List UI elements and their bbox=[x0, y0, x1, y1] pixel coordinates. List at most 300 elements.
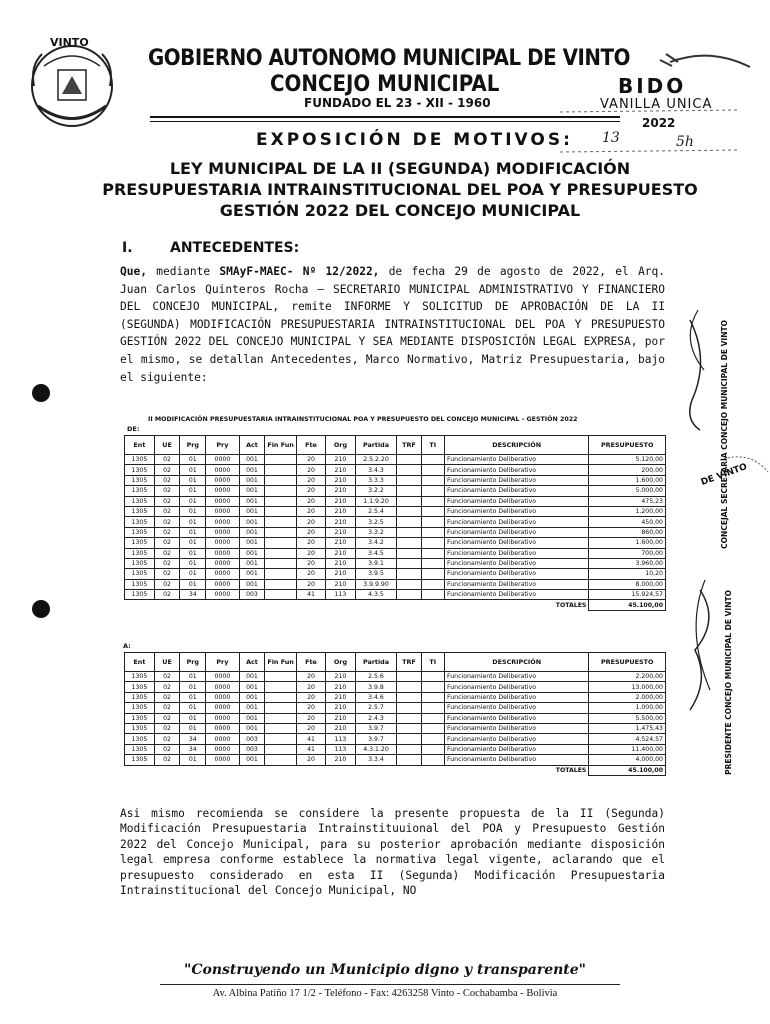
table-de-label: DE: bbox=[127, 425, 140, 433]
table-cell: 20 bbox=[296, 506, 325, 516]
table-cell: 2.5.7 bbox=[355, 703, 397, 713]
budget-table-de bbox=[124, 435, 666, 611]
table-cell bbox=[397, 486, 421, 496]
table-cell: Funcionamiento Deliberativo bbox=[445, 734, 589, 744]
table-cell: 0000 bbox=[206, 744, 239, 754]
table-cell: 001 bbox=[239, 527, 265, 537]
paragraph-antecedentes bbox=[120, 263, 665, 386]
table-cell: 01 bbox=[180, 548, 206, 558]
budget-table-a bbox=[124, 652, 666, 776]
table-cell: 20 bbox=[296, 703, 325, 713]
table-cell: 1305 bbox=[125, 527, 155, 537]
table-cell: 2.200,00 bbox=[589, 672, 666, 682]
totals-value: 45.100,00 bbox=[589, 765, 666, 775]
column-header: Prg bbox=[180, 436, 206, 455]
table-cell: 001 bbox=[239, 506, 265, 516]
table-cell: 02 bbox=[154, 548, 180, 558]
table-cell: Funcionamiento Deliberativo bbox=[445, 569, 589, 579]
table-cell: 02 bbox=[154, 579, 180, 589]
table-cell: 001 bbox=[239, 475, 265, 485]
table-cell: 210 bbox=[326, 569, 356, 579]
table-cell: 0000 bbox=[206, 723, 239, 733]
table-row bbox=[125, 538, 666, 548]
table-cell bbox=[397, 703, 421, 713]
table-cell: 0000 bbox=[206, 590, 239, 600]
table-cell: 1.000,00 bbox=[589, 703, 666, 713]
table-cell: 02 bbox=[154, 755, 180, 765]
table-cell bbox=[421, 755, 444, 765]
table-cell: Funcionamiento Deliberativo bbox=[445, 538, 589, 548]
bullet-dot bbox=[32, 384, 50, 402]
table-cell: Funcionamiento Deliberativo bbox=[445, 558, 589, 568]
footer-rule bbox=[160, 984, 620, 985]
table-cell bbox=[397, 496, 421, 506]
table-cell bbox=[265, 455, 296, 465]
table-cell bbox=[397, 744, 421, 754]
table-cell bbox=[421, 558, 444, 568]
table-cell: 1305 bbox=[125, 548, 155, 558]
column-header: Fin Fun bbox=[265, 653, 296, 672]
table-cell: 210 bbox=[326, 465, 356, 475]
table-cell bbox=[265, 558, 296, 568]
table-cell: 210 bbox=[326, 755, 356, 765]
table-cell: 1.600,00 bbox=[589, 475, 666, 485]
table-cell: 001 bbox=[239, 486, 265, 496]
table-cell: 1305 bbox=[125, 538, 155, 548]
table-cell: 0000 bbox=[206, 475, 239, 485]
table-cell bbox=[265, 723, 296, 733]
table-cell: 41 bbox=[296, 744, 325, 754]
table-cell bbox=[421, 527, 444, 537]
table-cell bbox=[421, 538, 444, 548]
table-title: II MODIFICACIÓN PRESUPUESTARIA INTRAINSTITUCIONAL POA Y PRESUPUESTO DEL CONCEJO MUNICIPAL - GESTIÓN 2022 bbox=[148, 416, 578, 423]
table-cell: 3.4.2 bbox=[355, 538, 397, 548]
table-cell: 20 bbox=[296, 579, 325, 589]
table-cell: 01 bbox=[180, 465, 206, 475]
table-cell: 20 bbox=[296, 465, 325, 475]
table-cell bbox=[421, 723, 444, 733]
table-cell: Funcionamiento Deliberativo bbox=[445, 590, 589, 600]
table-row bbox=[125, 682, 666, 692]
table-row bbox=[125, 527, 666, 537]
table-cell bbox=[421, 455, 444, 465]
table-header-row bbox=[125, 653, 666, 672]
table-cell: 1.1.9.20 bbox=[355, 496, 397, 506]
table-cell: Funcionamiento Deliberativo bbox=[445, 527, 589, 537]
table-cell: 13.000,00 bbox=[589, 682, 666, 692]
table-cell: 0000 bbox=[206, 517, 239, 527]
column-header: UE bbox=[154, 653, 180, 672]
table-cell: Funcionamiento Deliberativo bbox=[445, 692, 589, 702]
table-cell: 02 bbox=[154, 692, 180, 702]
table-cell: 3.9.7 bbox=[355, 734, 397, 744]
table-cell: 001 bbox=[239, 682, 265, 692]
table-cell bbox=[421, 517, 444, 527]
table-cell: 01 bbox=[180, 682, 206, 692]
table-cell: Funcionamiento Deliberativo bbox=[445, 496, 589, 506]
column-header: Fte bbox=[296, 436, 325, 455]
table-cell: 20 bbox=[296, 517, 325, 527]
table-cell: 0000 bbox=[206, 548, 239, 558]
table-header-row bbox=[125, 436, 666, 455]
table-cell: 3.9.9.90 bbox=[355, 579, 397, 589]
table-cell: 001 bbox=[239, 496, 265, 506]
table-row bbox=[125, 517, 666, 527]
table-cell: 02 bbox=[154, 744, 180, 754]
table-cell: 210 bbox=[326, 723, 356, 733]
table-row bbox=[125, 579, 666, 589]
table-row bbox=[125, 506, 666, 516]
table-cell: 1.475,43 bbox=[589, 723, 666, 733]
table-cell: 1305 bbox=[125, 713, 155, 723]
table-cell bbox=[421, 672, 444, 682]
table-cell bbox=[421, 682, 444, 692]
table-cell: 01 bbox=[180, 672, 206, 682]
municipal-logo bbox=[24, 36, 120, 132]
table-cell: 3.3.2 bbox=[355, 527, 397, 537]
table-cell: 02 bbox=[154, 538, 180, 548]
received-word: BIDO bbox=[618, 74, 687, 98]
table-cell: 1305 bbox=[125, 755, 155, 765]
table-cell: 001 bbox=[239, 548, 265, 558]
table-cell: 4.524,57 bbox=[589, 734, 666, 744]
table-row bbox=[125, 486, 666, 496]
column-header: Org bbox=[326, 653, 356, 672]
table-row bbox=[125, 755, 666, 765]
table-cell bbox=[397, 734, 421, 744]
column-header: Partida bbox=[355, 653, 397, 672]
column-header: Ent bbox=[125, 436, 155, 455]
table-cell bbox=[397, 590, 421, 600]
table-cell bbox=[397, 506, 421, 516]
table-cell bbox=[421, 713, 444, 723]
table-cell: 02 bbox=[154, 475, 180, 485]
table-cell bbox=[265, 486, 296, 496]
table-cell: 001 bbox=[239, 465, 265, 475]
table-cell: 02 bbox=[154, 672, 180, 682]
totals-label: TOTALES bbox=[555, 601, 587, 609]
table-cell: 02 bbox=[154, 723, 180, 733]
column-header: DESCRIPCIÓN bbox=[445, 653, 589, 672]
column-header: TRF bbox=[397, 653, 421, 672]
table-cell: Funcionamiento Deliberativo bbox=[445, 744, 589, 754]
table-cell: 5.500,00 bbox=[589, 713, 666, 723]
table-cell bbox=[265, 538, 296, 548]
table-cell: 0000 bbox=[206, 755, 239, 765]
table-cell bbox=[421, 579, 444, 589]
table-cell: 2.000,00 bbox=[589, 692, 666, 702]
table-cell bbox=[397, 538, 421, 548]
table-cell: 0000 bbox=[206, 496, 239, 506]
table-cell: 20 bbox=[296, 692, 325, 702]
table-cell: 210 bbox=[326, 455, 356, 465]
side-signatures bbox=[680, 300, 770, 775]
table-cell: 1305 bbox=[125, 455, 155, 465]
table-cell: 34 bbox=[180, 734, 206, 744]
table-cell: 210 bbox=[326, 496, 356, 506]
table-cell: 113 bbox=[326, 744, 356, 754]
header-rule-thin bbox=[150, 121, 620, 122]
table-cell: 0000 bbox=[206, 692, 239, 702]
table-cell: 3.4.5 bbox=[355, 548, 397, 558]
column-header: Org bbox=[326, 436, 356, 455]
table-cell: Funcionamiento Deliberativo bbox=[445, 579, 589, 589]
table-cell: 01 bbox=[180, 517, 206, 527]
table-cell bbox=[397, 455, 421, 465]
table-cell bbox=[421, 486, 444, 496]
table-cell: 3.3.4 bbox=[355, 755, 397, 765]
table-cell: 8.000,00 bbox=[589, 579, 666, 589]
table-cell: 02 bbox=[154, 506, 180, 516]
table-cell bbox=[265, 579, 296, 589]
table-cell: 2.5.2.20 bbox=[355, 455, 397, 465]
table-row bbox=[125, 548, 666, 558]
table-cell bbox=[421, 475, 444, 485]
table-cell: 003 bbox=[239, 734, 265, 744]
table-cell: 0000 bbox=[206, 538, 239, 548]
table-cell bbox=[397, 692, 421, 702]
secretary-stamp: CONCEJAL SECRETARIA CONCEJO MUNICIPAL DE VINTO bbox=[720, 320, 729, 549]
table-cell bbox=[265, 744, 296, 754]
table-cell bbox=[265, 703, 296, 713]
table-cell: 1.600,00 bbox=[589, 538, 666, 548]
totals-row bbox=[125, 600, 666, 610]
table-cell: 3.9.5 bbox=[355, 569, 397, 579]
received-stamp bbox=[560, 52, 760, 162]
table-cell: Funcionamiento Deliberativo bbox=[445, 755, 589, 765]
table-cell bbox=[421, 496, 444, 506]
president-stamp: PRESIDENTE CONCEJO MUNICIPAL DE VINTO bbox=[724, 590, 733, 775]
table-row bbox=[125, 455, 666, 465]
table-cell: 210 bbox=[326, 703, 356, 713]
table-cell bbox=[397, 672, 421, 682]
column-header: PRESUPUESTO bbox=[589, 436, 666, 455]
table-cell: 001 bbox=[239, 672, 265, 682]
table-cell: 34 bbox=[180, 590, 206, 600]
table-a-label: A: bbox=[123, 642, 131, 650]
table-cell: 02 bbox=[154, 455, 180, 465]
table-cell: 001 bbox=[239, 713, 265, 723]
footer-address: Av. Albina Patiño 17 1/2 - Teléfono - Fax: 4263258 Vinto - Cochabamba - Bolivia bbox=[212, 988, 558, 999]
table-cell: 1305 bbox=[125, 579, 155, 589]
table-cell: 210 bbox=[326, 538, 356, 548]
table-row bbox=[125, 496, 666, 506]
header-rule bbox=[150, 116, 620, 118]
table-cell bbox=[265, 548, 296, 558]
table-cell: Funcionamiento Deliberativo bbox=[445, 723, 589, 733]
table-cell: 01 bbox=[180, 569, 206, 579]
table-cell: 4.000,00 bbox=[589, 755, 666, 765]
table-cell: 4.3.1.20 bbox=[355, 744, 397, 754]
table-cell: 02 bbox=[154, 713, 180, 723]
table-cell bbox=[421, 548, 444, 558]
table-cell: 02 bbox=[154, 703, 180, 713]
table-cell: 20 bbox=[296, 527, 325, 537]
table-cell: 3.960,00 bbox=[589, 558, 666, 568]
column-header: Ent bbox=[125, 653, 155, 672]
table-cell: 0000 bbox=[206, 713, 239, 723]
table-row bbox=[125, 703, 666, 713]
table-cell: Funcionamiento Deliberativo bbox=[445, 486, 589, 496]
table-cell: 001 bbox=[239, 755, 265, 765]
table-cell: 210 bbox=[326, 558, 356, 568]
footer-slogan: "Construyendo un Municipio digno y transparente" bbox=[184, 962, 586, 978]
table-cell: 15.924,57 bbox=[589, 590, 666, 600]
section-heading: ANTECEDENTES: bbox=[170, 240, 300, 256]
table-cell: 210 bbox=[326, 506, 356, 516]
table-cell bbox=[421, 506, 444, 516]
table-row bbox=[125, 723, 666, 733]
table-cell: 001 bbox=[239, 692, 265, 702]
column-header: UE bbox=[154, 436, 180, 455]
table-cell: 02 bbox=[154, 465, 180, 475]
table-cell: 0000 bbox=[206, 579, 239, 589]
table-cell: 01 bbox=[180, 703, 206, 713]
table-cell: 3.2.2 bbox=[355, 486, 397, 496]
table-cell: 01 bbox=[180, 455, 206, 465]
table-cell: 01 bbox=[180, 723, 206, 733]
table-cell: 20 bbox=[296, 548, 325, 558]
table-cell: 001 bbox=[239, 569, 265, 579]
table-cell: 0000 bbox=[206, 682, 239, 692]
table-cell: 003 bbox=[239, 590, 265, 600]
table-row bbox=[125, 558, 666, 568]
table-cell: 003 bbox=[239, 744, 265, 754]
table-cell bbox=[397, 465, 421, 475]
table-cell bbox=[265, 506, 296, 516]
table-cell: 20 bbox=[296, 723, 325, 733]
table-cell: 210 bbox=[326, 548, 356, 558]
logo-text: VINTO bbox=[50, 36, 89, 49]
received-sub: VANILLA UNICA bbox=[600, 97, 713, 112]
table-cell: 210 bbox=[326, 486, 356, 496]
table-cell: 1305 bbox=[125, 558, 155, 568]
column-header: DESCRIPCIÓN bbox=[445, 436, 589, 455]
table-row bbox=[125, 672, 666, 682]
table-cell: 210 bbox=[326, 579, 356, 589]
table-cell: 001 bbox=[239, 538, 265, 548]
column-header: Fte bbox=[296, 653, 325, 672]
table-cell bbox=[265, 692, 296, 702]
table-cell: 210 bbox=[326, 527, 356, 537]
table-cell: Funcionamiento Deliberativo bbox=[445, 506, 589, 516]
table-cell: 01 bbox=[180, 496, 206, 506]
column-header: Act bbox=[239, 653, 265, 672]
table-cell: 210 bbox=[326, 672, 356, 682]
table-cell: 0000 bbox=[206, 734, 239, 744]
table-cell: 113 bbox=[326, 590, 356, 600]
table-cell: 475,23 bbox=[589, 496, 666, 506]
council-name: CONCEJO MUNICIPAL bbox=[270, 72, 500, 97]
table-cell: 0000 bbox=[206, 672, 239, 682]
table-cell: 4.3.5 bbox=[355, 590, 397, 600]
table-cell: 0000 bbox=[206, 703, 239, 713]
column-header: TRF bbox=[397, 436, 421, 455]
table-cell: 02 bbox=[154, 590, 180, 600]
table-cell: 20 bbox=[296, 682, 325, 692]
column-header: Pry bbox=[206, 653, 239, 672]
table-cell: 02 bbox=[154, 569, 180, 579]
founded-date: FUNDADO EL 23 - XII - 1960 bbox=[304, 96, 491, 110]
table-cell: 1305 bbox=[125, 465, 155, 475]
table-row bbox=[125, 713, 666, 723]
table-cell: 3.4.3 bbox=[355, 465, 397, 475]
table-cell: 0000 bbox=[206, 465, 239, 475]
table-cell bbox=[421, 692, 444, 702]
table-cell bbox=[265, 734, 296, 744]
table-cell: 20 bbox=[296, 486, 325, 496]
table-cell: 1305 bbox=[125, 682, 155, 692]
table-cell: 1305 bbox=[125, 569, 155, 579]
table-cell bbox=[421, 569, 444, 579]
table-cell: Funcionamiento Deliberativo bbox=[445, 475, 589, 485]
table-cell: 01 bbox=[180, 558, 206, 568]
table-cell: 1305 bbox=[125, 517, 155, 527]
table-row bbox=[125, 744, 666, 754]
table-cell: 41 bbox=[296, 734, 325, 744]
table-cell: 20 bbox=[296, 755, 325, 765]
table-cell: 3.2.5 bbox=[355, 517, 397, 527]
table-cell bbox=[397, 723, 421, 733]
table-cell: 5.000,00 bbox=[589, 486, 666, 496]
table-cell: 3.9.1 bbox=[355, 558, 397, 568]
table-cell: 01 bbox=[180, 538, 206, 548]
table-row bbox=[125, 475, 666, 485]
table-cell: 001 bbox=[239, 455, 265, 465]
table-cell bbox=[397, 527, 421, 537]
table-cell: 0000 bbox=[206, 558, 239, 568]
column-header: PRESUPUESTO bbox=[589, 653, 666, 672]
table-cell: 210 bbox=[326, 713, 356, 723]
paragraph-recommendation: Asi mismo recomienda se considere la presente propuesta de la II (Segunda) Modificación Presupuestaria Intrainstituuional del POA y Presupuesto Gestión 2022 del Concejo Municipal, para su posterior aprobación mediante disposición legal empresa conforme establece la normativa legal vigente, aclarando que el presupuesto considerado en esta II (Segunda) Modificación Presupuestaria Intrainstitucional del Concejo Municipal, NO bbox=[120, 807, 665, 898]
column-header: TI bbox=[421, 653, 444, 672]
table-cell: 02 bbox=[154, 527, 180, 537]
table-cell: 02 bbox=[154, 682, 180, 692]
table-cell: 20 bbox=[296, 558, 325, 568]
table-cell: 01 bbox=[180, 579, 206, 589]
totals-value: 45.100,00 bbox=[589, 600, 666, 610]
table-cell: 1305 bbox=[125, 692, 155, 702]
table-row bbox=[125, 569, 666, 579]
table-cell: Funcionamiento Deliberativo bbox=[445, 548, 589, 558]
table-row bbox=[125, 465, 666, 475]
table-cell bbox=[265, 755, 296, 765]
seal-word: DE VINTO bbox=[699, 462, 749, 488]
table-cell bbox=[421, 465, 444, 475]
table-cell: 200,00 bbox=[589, 465, 666, 475]
table-cell: 0000 bbox=[206, 486, 239, 496]
table-cell: 3.3.3 bbox=[355, 475, 397, 485]
table-cell: 01 bbox=[180, 692, 206, 702]
table-cell: 02 bbox=[154, 734, 180, 744]
table-row bbox=[125, 590, 666, 600]
table-cell: 3.9.7 bbox=[355, 723, 397, 733]
table-cell bbox=[265, 496, 296, 506]
table-cell bbox=[265, 713, 296, 723]
table-cell: 001 bbox=[239, 558, 265, 568]
table-cell: 01 bbox=[180, 486, 206, 496]
table-cell bbox=[421, 590, 444, 600]
table-cell: 1305 bbox=[125, 506, 155, 516]
table-cell: 20 bbox=[296, 569, 325, 579]
table-cell: Funcionamiento Deliberativo bbox=[445, 465, 589, 475]
paragraph-ref: SMAyF-MAEC- Nº 12/2022, bbox=[219, 265, 380, 278]
table-cell: 11.400,00 bbox=[589, 744, 666, 754]
table-cell: 210 bbox=[326, 682, 356, 692]
column-header: Prg bbox=[180, 653, 206, 672]
section-number: I. bbox=[122, 240, 133, 256]
table-cell bbox=[397, 682, 421, 692]
